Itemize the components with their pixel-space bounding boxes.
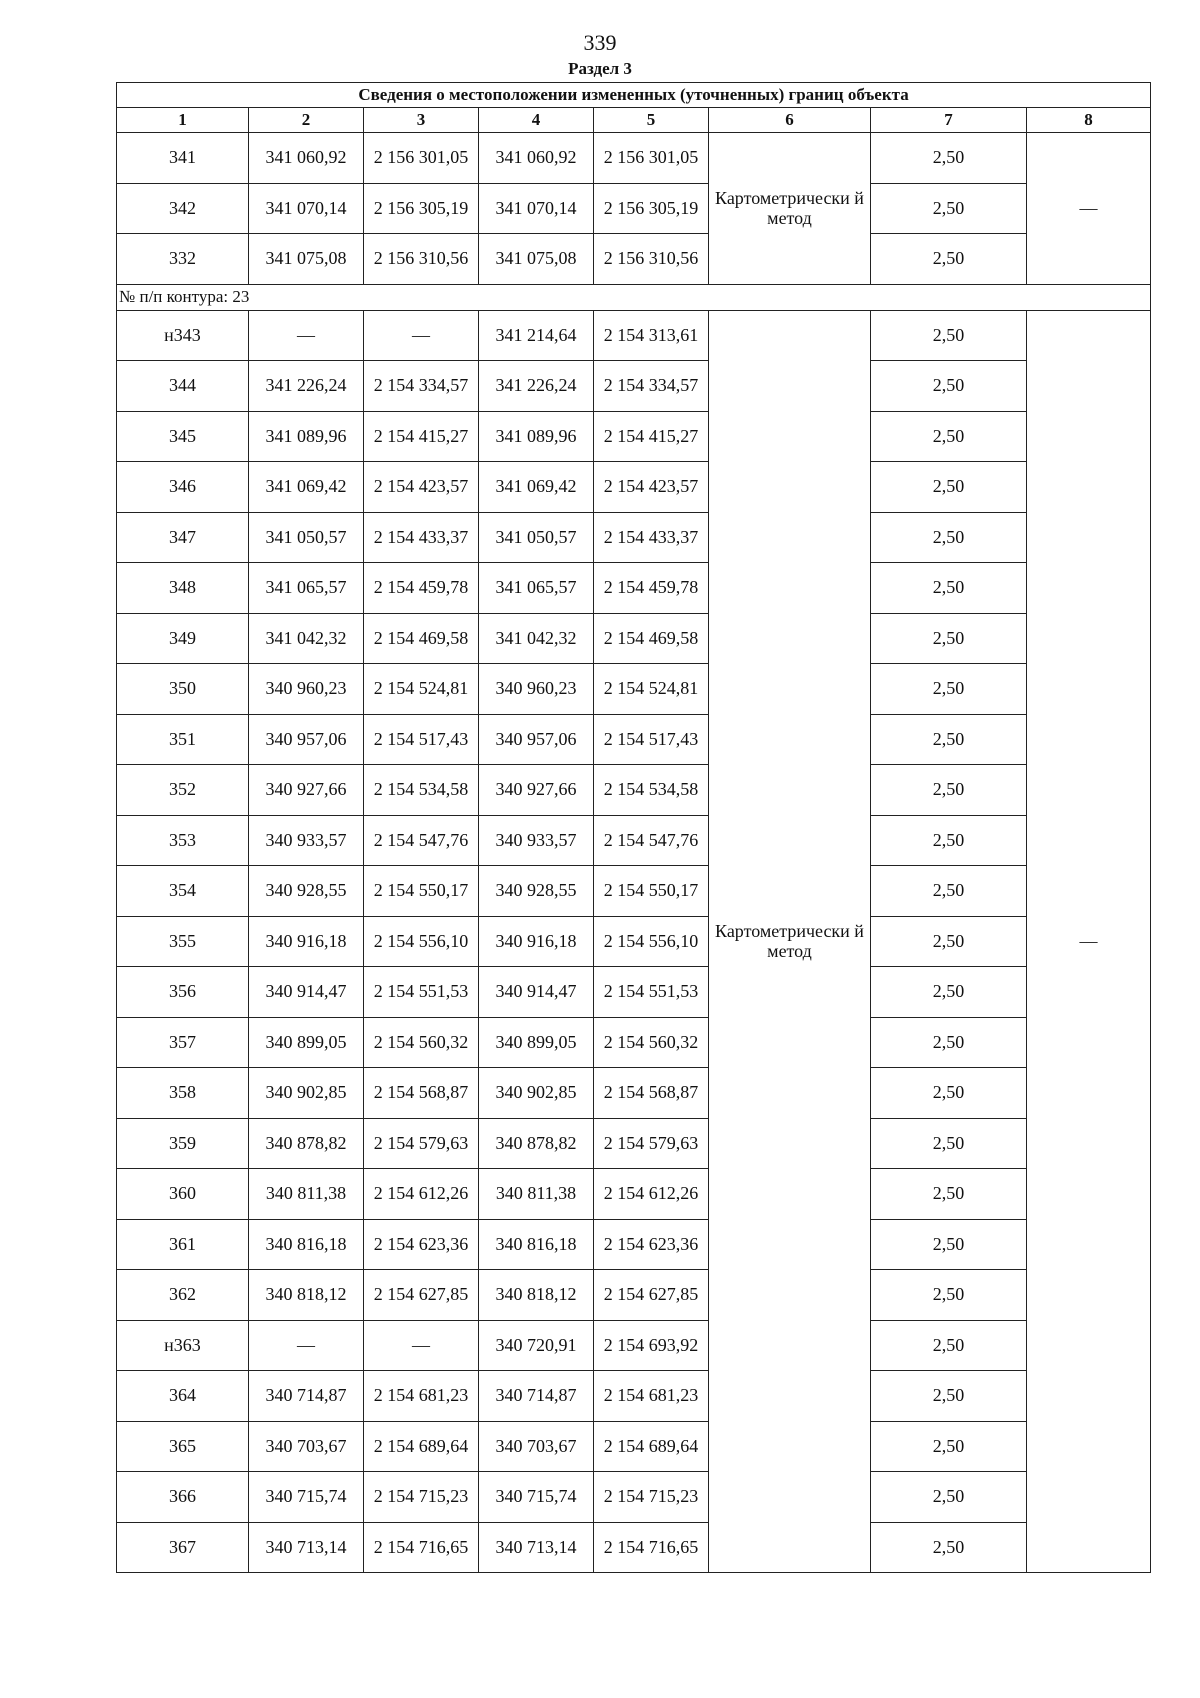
old-x-cell: 340 816,18: [249, 1219, 364, 1270]
table-row: [117, 967, 1151, 1018]
new-y-cell: 2 154 534,58: [594, 765, 709, 816]
table-row: [117, 916, 1151, 967]
column-number: 2: [249, 108, 364, 133]
accuracy-cell: 2,50: [871, 765, 1027, 816]
new-y-cell: 2 154 715,23: [594, 1472, 709, 1523]
column-number: 7: [871, 108, 1027, 133]
accuracy-cell: 2,50: [871, 613, 1027, 664]
point-number-cell: 352: [117, 765, 249, 816]
new-x-cell: 341 060,92: [479, 133, 594, 184]
accuracy-cell: 2,50: [871, 916, 1027, 967]
point-number-cell: 362: [117, 1270, 249, 1321]
new-x-cell: 340 957,06: [479, 714, 594, 765]
old-y-cell: 2 154 534,58: [364, 765, 479, 816]
column-number: 5: [594, 108, 709, 133]
new-x-cell: 340 720,91: [479, 1320, 594, 1371]
old-x-cell: 340 902,85: [249, 1068, 364, 1119]
new-x-cell: 341 075,08: [479, 234, 594, 285]
point-number-cell: 358: [117, 1068, 249, 1119]
accuracy-cell: 2,50: [871, 1472, 1027, 1523]
new-y-cell: 2 156 305,19: [594, 183, 709, 234]
table-row: [117, 664, 1151, 715]
table-row: [117, 1270, 1151, 1321]
old-y-cell: 2 154 469,58: [364, 613, 479, 664]
old-y-cell: 2 156 305,19: [364, 183, 479, 234]
new-x-cell: 341 226,24: [479, 361, 594, 412]
accuracy-cell: 2,50: [871, 1522, 1027, 1573]
accuracy-cell: 2,50: [871, 866, 1027, 917]
accuracy-cell: 2,50: [871, 310, 1027, 361]
new-x-cell: 341 089,96: [479, 411, 594, 462]
new-x-cell: 340 914,47: [479, 967, 594, 1018]
point-number-cell: 351: [117, 714, 249, 765]
new-y-cell: 2 154 469,58: [594, 613, 709, 664]
new-x-cell: 340 713,14: [479, 1522, 594, 1573]
new-y-cell: 2 154 459,78: [594, 563, 709, 614]
table-row: [117, 1118, 1151, 1169]
method-cell: Картометрически й метод: [709, 310, 871, 1573]
old-y-cell: 2 154 579,63: [364, 1118, 479, 1169]
table-row: [117, 765, 1151, 816]
contour-label: № п/п контура: 23: [117, 284, 1151, 310]
new-x-cell: 340 703,67: [479, 1421, 594, 1472]
table-row: [117, 462, 1151, 513]
new-y-cell: 2 154 556,10: [594, 916, 709, 967]
accuracy-cell: 2,50: [871, 234, 1027, 285]
accuracy-cell: 2,50: [871, 361, 1027, 412]
new-x-cell: 341 050,57: [479, 512, 594, 563]
table-row: [117, 1068, 1151, 1119]
new-x-cell: 340 902,85: [479, 1068, 594, 1119]
column-number-row: [117, 108, 1151, 133]
new-x-cell: 340 816,18: [479, 1219, 594, 1270]
contour-row: [117, 284, 1151, 310]
new-y-cell: 2 154 627,85: [594, 1270, 709, 1321]
new-x-cell: 340 960,23: [479, 664, 594, 715]
old-y-cell: 2 154 547,76: [364, 815, 479, 866]
old-y-cell: 2 154 681,23: [364, 1371, 479, 1422]
new-x-cell: 340 878,82: [479, 1118, 594, 1169]
table-row: [117, 361, 1151, 412]
section-title: Раздел 3: [568, 59, 632, 78]
old-x-cell: 340 713,14: [249, 1522, 364, 1573]
old-y-cell: 2 154 612,26: [364, 1169, 479, 1220]
method-cell: Картометрически й метод: [709, 133, 871, 285]
old-y-cell: 2 154 517,43: [364, 714, 479, 765]
table-row: [117, 1320, 1151, 1371]
new-y-cell: 2 154 524,81: [594, 664, 709, 715]
point-number-cell: 349: [117, 613, 249, 664]
old-x-cell: 341 042,32: [249, 613, 364, 664]
new-y-cell: 2 154 579,63: [594, 1118, 709, 1169]
point-number-cell: 367: [117, 1522, 249, 1573]
old-x-cell: 340 957,06: [249, 714, 364, 765]
note-cell: —: [1027, 133, 1151, 285]
point-number-cell: 342: [117, 183, 249, 234]
old-x-cell: —: [249, 1320, 364, 1371]
old-y-cell: 2 154 334,57: [364, 361, 479, 412]
old-y-cell: 2 154 716,65: [364, 1522, 479, 1573]
old-y-cell: 2 154 550,17: [364, 866, 479, 917]
page-number: 339: [583, 30, 617, 55]
point-number-cell: 361: [117, 1219, 249, 1270]
old-x-cell: 340 715,74: [249, 1472, 364, 1523]
new-y-cell: 2 154 415,27: [594, 411, 709, 462]
point-number-cell: 347: [117, 512, 249, 563]
new-y-cell: 2 154 547,76: [594, 815, 709, 866]
point-number-cell: 359: [117, 1118, 249, 1169]
accuracy-cell: 2,50: [871, 714, 1027, 765]
old-x-cell: 340 928,55: [249, 866, 364, 917]
new-x-cell: 341 042,32: [479, 613, 594, 664]
new-x-cell: 340 927,66: [479, 765, 594, 816]
old-x-cell: 340 916,18: [249, 916, 364, 967]
accuracy-cell: 2,50: [871, 512, 1027, 563]
column-number: 3: [364, 108, 479, 133]
point-number-cell: 360: [117, 1169, 249, 1220]
new-y-cell: 2 154 433,37: [594, 512, 709, 563]
old-x-cell: 340 714,87: [249, 1371, 364, 1422]
table-row: [117, 183, 1151, 234]
old-y-cell: 2 154 524,81: [364, 664, 479, 715]
new-x-cell: 341 065,57: [479, 563, 594, 614]
old-y-cell: 2 154 689,64: [364, 1421, 479, 1472]
old-x-cell: 341 069,42: [249, 462, 364, 513]
accuracy-cell: 2,50: [871, 1017, 1027, 1068]
new-y-cell: 2 154 550,17: [594, 866, 709, 917]
table-row: [117, 133, 1151, 184]
new-x-cell: 340 714,87: [479, 1371, 594, 1422]
old-y-cell: 2 154 715,23: [364, 1472, 479, 1523]
point-number-cell: 345: [117, 411, 249, 462]
new-y-cell: 2 154 716,65: [594, 1522, 709, 1573]
point-number-cell: 353: [117, 815, 249, 866]
new-y-cell: 2 154 560,32: [594, 1017, 709, 1068]
point-number-cell: 344: [117, 361, 249, 412]
accuracy-cell: 2,50: [871, 1421, 1027, 1472]
old-y-cell: 2 154 423,57: [364, 462, 479, 513]
old-y-cell: 2 156 301,05: [364, 133, 479, 184]
column-number: 4: [479, 108, 594, 133]
old-x-cell: 341 075,08: [249, 234, 364, 285]
point-number-cell: н343: [117, 310, 249, 361]
table-row: [117, 613, 1151, 664]
point-number-cell: 350: [117, 664, 249, 715]
old-x-cell: 341 050,57: [249, 512, 364, 563]
old-x-cell: 340 927,66: [249, 765, 364, 816]
old-y-cell: 2 154 560,32: [364, 1017, 479, 1068]
table-row: [117, 234, 1151, 285]
old-x-cell: 340 811,38: [249, 1169, 364, 1220]
accuracy-cell: 2,50: [871, 411, 1027, 462]
new-x-cell: 340 818,12: [479, 1270, 594, 1321]
accuracy-cell: 2,50: [871, 1219, 1027, 1270]
table-row: [117, 563, 1151, 614]
old-x-cell: 340 914,47: [249, 967, 364, 1018]
new-y-cell: 2 154 313,61: [594, 310, 709, 361]
old-y-cell: 2 154 415,27: [364, 411, 479, 462]
old-y-cell: 2 156 310,56: [364, 234, 479, 285]
new-x-cell: 340 899,05: [479, 1017, 594, 1068]
old-y-cell: 2 154 623,36: [364, 1219, 479, 1270]
table-row: [117, 1522, 1151, 1573]
old-x-cell: 341 070,14: [249, 183, 364, 234]
note-cell: —: [1027, 310, 1151, 1573]
new-x-cell: 341 069,42: [479, 462, 594, 513]
accuracy-cell: 2,50: [871, 1270, 1027, 1321]
table-row: [117, 310, 1151, 361]
old-x-cell: 340 933,57: [249, 815, 364, 866]
point-number-cell: 354: [117, 866, 249, 917]
point-number-cell: 341: [117, 133, 249, 184]
accuracy-cell: 2,50: [871, 183, 1027, 234]
new-y-cell: 2 154 693,92: [594, 1320, 709, 1371]
new-y-cell: 2 154 612,26: [594, 1169, 709, 1220]
old-x-cell: 341 060,92: [249, 133, 364, 184]
old-x-cell: 340 899,05: [249, 1017, 364, 1068]
old-x-cell: 341 065,57: [249, 563, 364, 614]
table-row: [117, 512, 1151, 563]
point-number-cell: 366: [117, 1472, 249, 1523]
new-y-cell: 2 154 623,36: [594, 1219, 709, 1270]
point-number-cell: 364: [117, 1371, 249, 1422]
column-number: 8: [1027, 108, 1151, 133]
old-y-cell: 2 154 459,78: [364, 563, 479, 614]
accuracy-cell: 2,50: [871, 563, 1027, 614]
old-x-cell: 341 089,96: [249, 411, 364, 462]
old-x-cell: 340 960,23: [249, 664, 364, 715]
point-number-cell: 357: [117, 1017, 249, 1068]
new-y-cell: 2 156 301,05: [594, 133, 709, 184]
old-x-cell: 340 703,67: [249, 1421, 364, 1472]
new-x-cell: 340 933,57: [479, 815, 594, 866]
new-y-cell: 2 154 689,64: [594, 1421, 709, 1472]
accuracy-cell: 2,50: [871, 1371, 1027, 1422]
new-y-cell: 2 154 551,53: [594, 967, 709, 1018]
table-row: [117, 1421, 1151, 1472]
point-number-cell: 346: [117, 462, 249, 513]
table-row: [117, 714, 1151, 765]
column-number: 6: [709, 108, 871, 133]
point-number-cell: 356: [117, 967, 249, 1018]
table-row: [117, 1472, 1151, 1523]
new-y-cell: 2 156 310,56: [594, 234, 709, 285]
table-row: [117, 411, 1151, 462]
new-x-cell: 340 928,55: [479, 866, 594, 917]
old-y-cell: 2 154 433,37: [364, 512, 479, 563]
accuracy-cell: 2,50: [871, 1068, 1027, 1119]
new-y-cell: 2 154 681,23: [594, 1371, 709, 1422]
old-y-cell: —: [364, 1320, 479, 1371]
accuracy-cell: 2,50: [871, 1320, 1027, 1371]
old-x-cell: 341 226,24: [249, 361, 364, 412]
accuracy-cell: 2,50: [871, 1169, 1027, 1220]
old-y-cell: 2 154 568,87: [364, 1068, 479, 1119]
point-number-cell: 355: [117, 916, 249, 967]
point-number-cell: 348: [117, 563, 249, 614]
old-x-cell: —: [249, 310, 364, 361]
table-caption-row: [117, 83, 1151, 108]
new-y-cell: 2 154 517,43: [594, 714, 709, 765]
table-row: [117, 1371, 1151, 1422]
point-number-cell: 332: [117, 234, 249, 285]
table-row: [117, 815, 1151, 866]
accuracy-cell: 2,50: [871, 462, 1027, 513]
point-number-cell: н363: [117, 1320, 249, 1371]
new-y-cell: 2 154 334,57: [594, 361, 709, 412]
new-y-cell: 2 154 423,57: [594, 462, 709, 513]
new-x-cell: 340 916,18: [479, 916, 594, 967]
new-y-cell: 2 154 568,87: [594, 1068, 709, 1119]
old-x-cell: 340 878,82: [249, 1118, 364, 1169]
new-x-cell: 341 214,64: [479, 310, 594, 361]
table-row: [117, 866, 1151, 917]
old-y-cell: 2 154 627,85: [364, 1270, 479, 1321]
new-x-cell: 340 715,74: [479, 1472, 594, 1523]
column-number: 1: [117, 108, 249, 133]
table-row: [117, 1219, 1151, 1270]
new-x-cell: 341 070,14: [479, 183, 594, 234]
point-number-cell: 365: [117, 1421, 249, 1472]
accuracy-cell: 2,50: [871, 133, 1027, 184]
accuracy-cell: 2,50: [871, 815, 1027, 866]
table-caption: Сведения о местоположении измененных (уточненных) границ объекта: [117, 83, 1151, 108]
boundary-coordinates-table: [116, 82, 1151, 1573]
table-row: [117, 1169, 1151, 1220]
table-row: [117, 1017, 1151, 1068]
old-x-cell: 340 818,12: [249, 1270, 364, 1321]
accuracy-cell: 2,50: [871, 664, 1027, 715]
old-y-cell: —: [364, 310, 479, 361]
new-x-cell: 340 811,38: [479, 1169, 594, 1220]
old-y-cell: 2 154 551,53: [364, 967, 479, 1018]
accuracy-cell: 2,50: [871, 1118, 1027, 1169]
old-y-cell: 2 154 556,10: [364, 916, 479, 967]
accuracy-cell: 2,50: [871, 967, 1027, 1018]
